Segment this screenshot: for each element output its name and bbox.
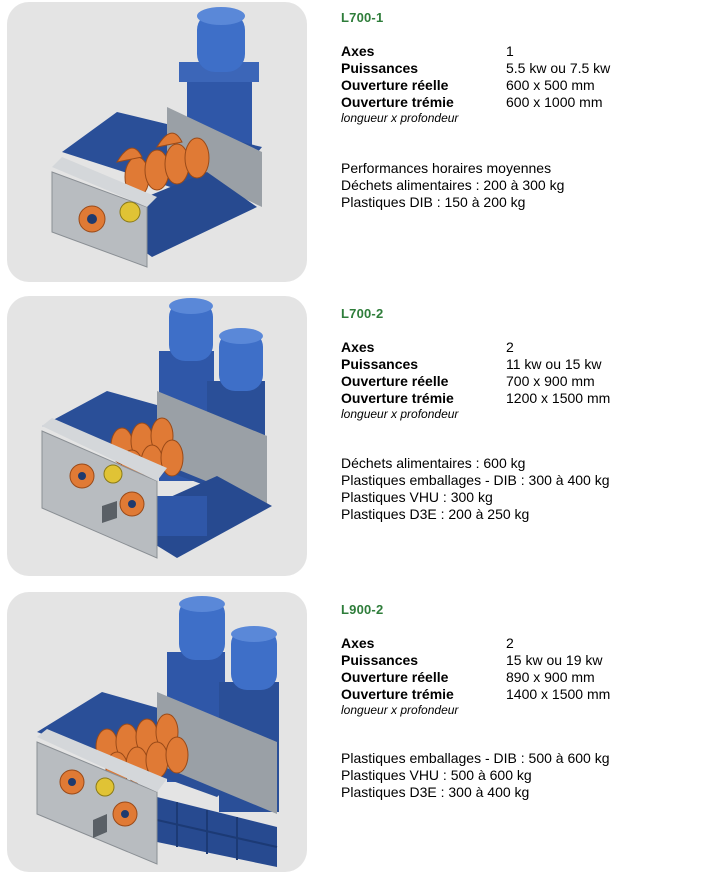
- spec-value: 600 x 500 mm: [506, 77, 595, 93]
- product-title: L700-1: [341, 10, 384, 25]
- spec-label: Ouverture réelle: [341, 77, 449, 93]
- spec-label: Puissances: [341, 356, 419, 372]
- spec-value: 1: [506, 43, 514, 59]
- spec-value: 15 kw ou 19 kw: [506, 652, 603, 668]
- spec-value: 11 kw ou 15 kw: [506, 356, 602, 372]
- product-image-l900-2: [7, 592, 307, 872]
- dimension-note: longueur x profondeur: [341, 111, 459, 125]
- spec-label: Ouverture réelle: [341, 669, 449, 685]
- spec-value: 600 x 1000 mm: [506, 94, 603, 110]
- spec-list: [341, 635, 610, 718]
- spec-row-axes: [341, 339, 610, 356]
- performance-line: Plastiques VHU : 500 à 600 kg: [341, 767, 532, 783]
- spec-value: 2: [506, 635, 514, 651]
- dimension-note: longueur x profondeur: [341, 703, 459, 717]
- spec-list: [341, 339, 610, 422]
- spec-value: 890 x 900 mm: [506, 669, 595, 685]
- spec-label: Ouverture réelle: [341, 373, 449, 389]
- spec-label: Puissances: [341, 60, 419, 76]
- performance-line: Performances horaires moyennes: [341, 160, 552, 176]
- performance-line: Plastiques D3E : 300 à 400 kg: [341, 784, 530, 800]
- shredder-illustration: [7, 296, 307, 576]
- spec-row-ouverture-tremie: [341, 686, 610, 703]
- product-l700-2: [0, 296, 701, 586]
- product-image-l700-1: [7, 2, 307, 282]
- spec-row-ouverture-reelle: [341, 77, 610, 94]
- performance-line: Déchets alimentaires : 200 à 300 kg: [341, 177, 565, 193]
- spec-list: [341, 43, 610, 126]
- product-image-l700-2: [7, 296, 307, 576]
- performance-line: Plastiques D3E : 200 à 250 kg: [341, 506, 530, 522]
- performance-line: Déchets alimentaires : 600 kg: [341, 455, 526, 471]
- spec-value: 700 x 900 mm: [506, 373, 595, 389]
- spec-row-puissances: [341, 652, 610, 669]
- performance-list: [341, 750, 610, 801]
- spec-row-axes: [341, 43, 610, 60]
- shredder-illustration: [7, 2, 307, 282]
- shredder-illustration: [7, 592, 307, 872]
- spec-label: Ouverture trémie: [341, 390, 454, 406]
- dimension-note: longueur x profondeur: [341, 407, 459, 421]
- product-l900-2: [0, 592, 701, 882]
- spec-row-puissances: [341, 356, 610, 373]
- spec-value: 1200 x 1500 mm: [506, 390, 611, 406]
- spec-label: Puissances: [341, 652, 419, 668]
- performance-list: [341, 160, 564, 211]
- spec-row-ouverture-tremie: [341, 390, 610, 407]
- spec-label: Axes: [341, 43, 375, 59]
- spec-row-ouverture-reelle: [341, 669, 610, 686]
- performance-line: Plastiques DIB : 150 à 200 kg: [341, 194, 526, 210]
- spec-row-ouverture-tremie: [341, 94, 610, 111]
- product-title: L700-2: [341, 306, 384, 321]
- performance-line: Plastiques VHU : 300 kg: [341, 489, 493, 505]
- spec-row-ouverture-reelle: [341, 373, 610, 390]
- spec-value: 2: [506, 339, 514, 355]
- spec-label: Ouverture trémie: [341, 686, 454, 702]
- spec-label: Ouverture trémie: [341, 94, 454, 110]
- spec-row-axes: [341, 635, 610, 652]
- spec-label: Axes: [341, 635, 375, 651]
- performance-line: Plastiques emballages - DIB : 500 à 600 kg: [341, 750, 610, 766]
- performance-line: Plastiques emballages - DIB : 300 à 400 kg: [341, 472, 610, 488]
- spec-label: Axes: [341, 339, 375, 355]
- spec-value: 1400 x 1500 mm: [506, 686, 611, 702]
- product-title: L900-2: [341, 602, 384, 617]
- spec-value: 5.5 kw ou 7.5 kw: [506, 60, 611, 76]
- product-l700-1: [0, 0, 701, 290]
- spec-row-puissances: [341, 60, 610, 77]
- performance-list: [341, 455, 610, 523]
